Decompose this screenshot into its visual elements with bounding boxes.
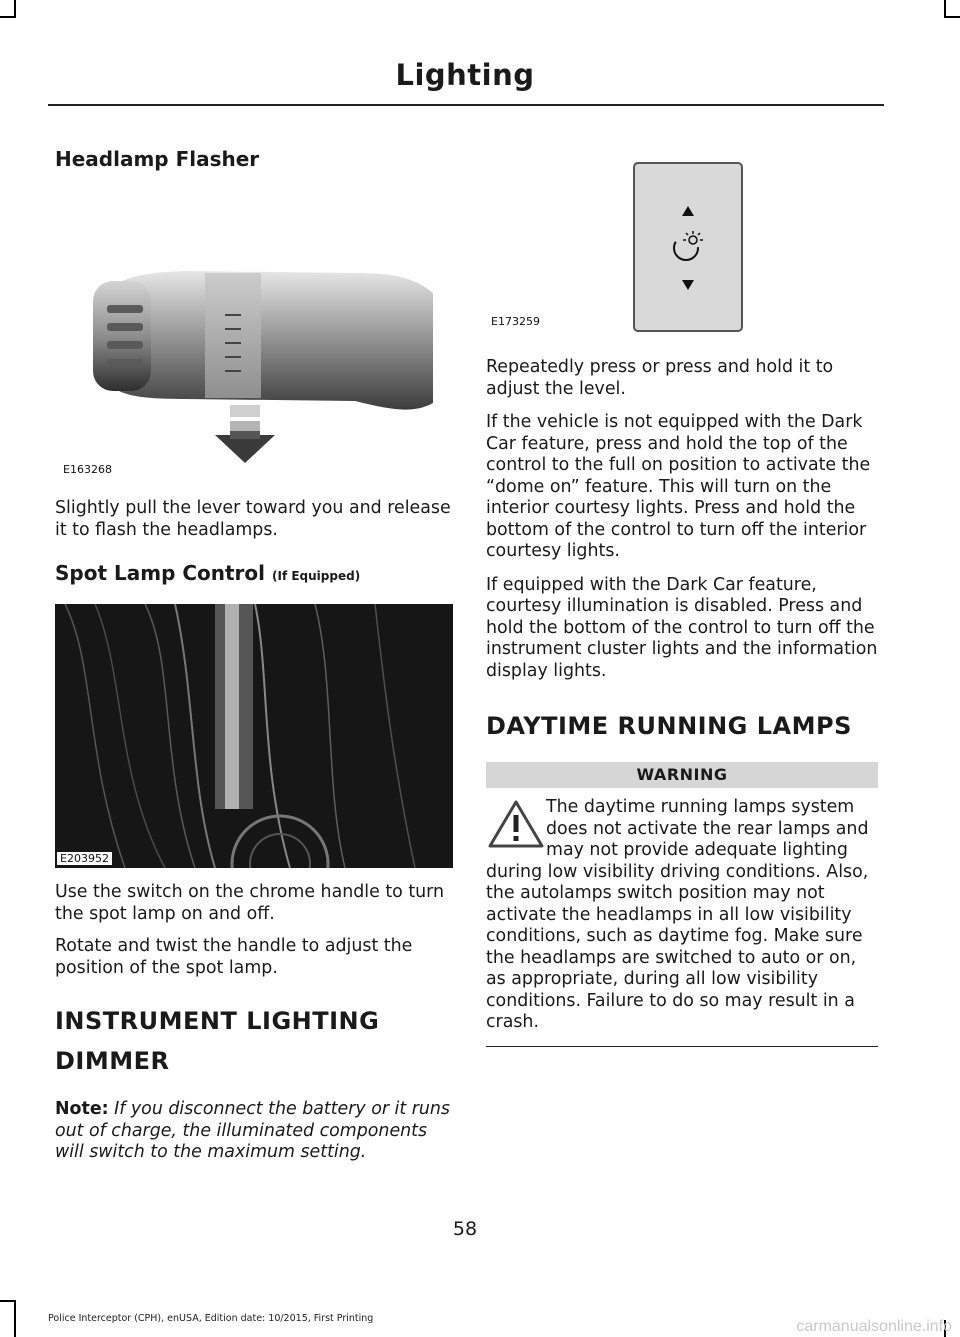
page-number: 58 <box>452 1218 478 1240</box>
instrument-heading-line-2: DIMMER <box>55 1047 170 1075</box>
spot-lamp-text-2: Rotate and twist the handle to adjust the position of the spot lamp. <box>55 936 413 978</box>
headlamp-lever-figure <box>55 173 453 478</box>
crop-mark <box>944 16 960 18</box>
warning-triangle-icon <box>488 799 544 849</box>
figure-code: E203952 <box>57 852 112 865</box>
note-text: If you disconnect the battery or it runs out of charge, the illuminated components will switch to the maximum setting. <box>55 1099 450 1162</box>
headlamp-flasher-text: Slightly pull the lever toward you and release it to flash the headlamps. <box>55 498 451 540</box>
daytime-running-lamps-heading: DAYTIME RUNNING LAMPS <box>486 712 852 740</box>
warning-divider <box>486 1046 878 1048</box>
left-column <box>55 145 453 1164</box>
spot-lamp-heading-text: Spot Lamp Control <box>55 561 266 585</box>
note-label: Note: <box>55 1099 109 1119</box>
instrument-lighting-heading <box>55 1005 453 1037</box>
footer-text: Police Interceptor (CPH), enUSA, Edition date: 10/2015, First Printing <box>48 1313 374 1324</box>
crop-mark <box>14 1300 16 1337</box>
instrument-heading-line-1: INSTRUMENT LIGHTING <box>55 1007 380 1035</box>
dimmer-control-figure <box>486 160 878 335</box>
right-column <box>486 160 878 1047</box>
dimmer-text-1: Repeatedly press or press and hold it to adjust the level. <box>486 357 834 399</box>
instrument-lighting-heading-2 <box>55 1045 453 1077</box>
figure-code: E163268 <box>63 463 112 476</box>
spot-lamp-heading-suffix: (If Equipped) <box>272 569 361 583</box>
spot-lamp-photo <box>55 604 453 868</box>
figure-code: E173259 <box>491 315 540 328</box>
spot-lamp-figure <box>55 604 453 868</box>
spot-lamp-heading <box>55 559 453 590</box>
battery-note <box>55 1099 453 1164</box>
headlamp-lever-illustration <box>55 173 453 478</box>
header-divider <box>48 104 884 106</box>
headlamp-flasher-heading: Headlamp Flasher <box>55 147 260 171</box>
watermark: carmanualsonline.info <box>796 1318 952 1335</box>
page-title: Lighting <box>395 58 535 92</box>
warning-label: WARNING <box>486 762 878 788</box>
dimmer-text-2: If the vehicle is not equipped with the Dark Car feature, press and hold the top of the control to the full on position to activate the “dome on” feature. This will turn on the interior courtesy lights. Press and hold the bottom of the control to turn off the interior courtesy lights. <box>486 412 871 561</box>
warning-body <box>486 797 878 1034</box>
warning-box <box>486 762 878 1047</box>
crop-mark <box>0 16 16 18</box>
dimmer-text-3: If equipped with the Dark Car feature, courtesy illumination is disabled. Press and hold the bottom of the control to turn off the instrument cluster lights and the information display lights. <box>486 574 878 681</box>
crop-mark <box>0 1300 16 1302</box>
warning-text: The daytime running lamps system does not activate the rear lamps and may not provide adequate lighting during low visibility driving conditions. Also, the autolamps switch position may not activate the headlamps in all low visibility conditions, such as daytime fog. Make sure the headlamps are switched to auto or on, as appropriate, during all low visibility conditions. Failure to do so may result in a crash. <box>486 797 869 1032</box>
dimmer-control-illustration <box>486 160 878 335</box>
spot-lamp-text-1: Use the switch on the chrome handle to turn the spot lamp on and off. <box>55 882 445 924</box>
